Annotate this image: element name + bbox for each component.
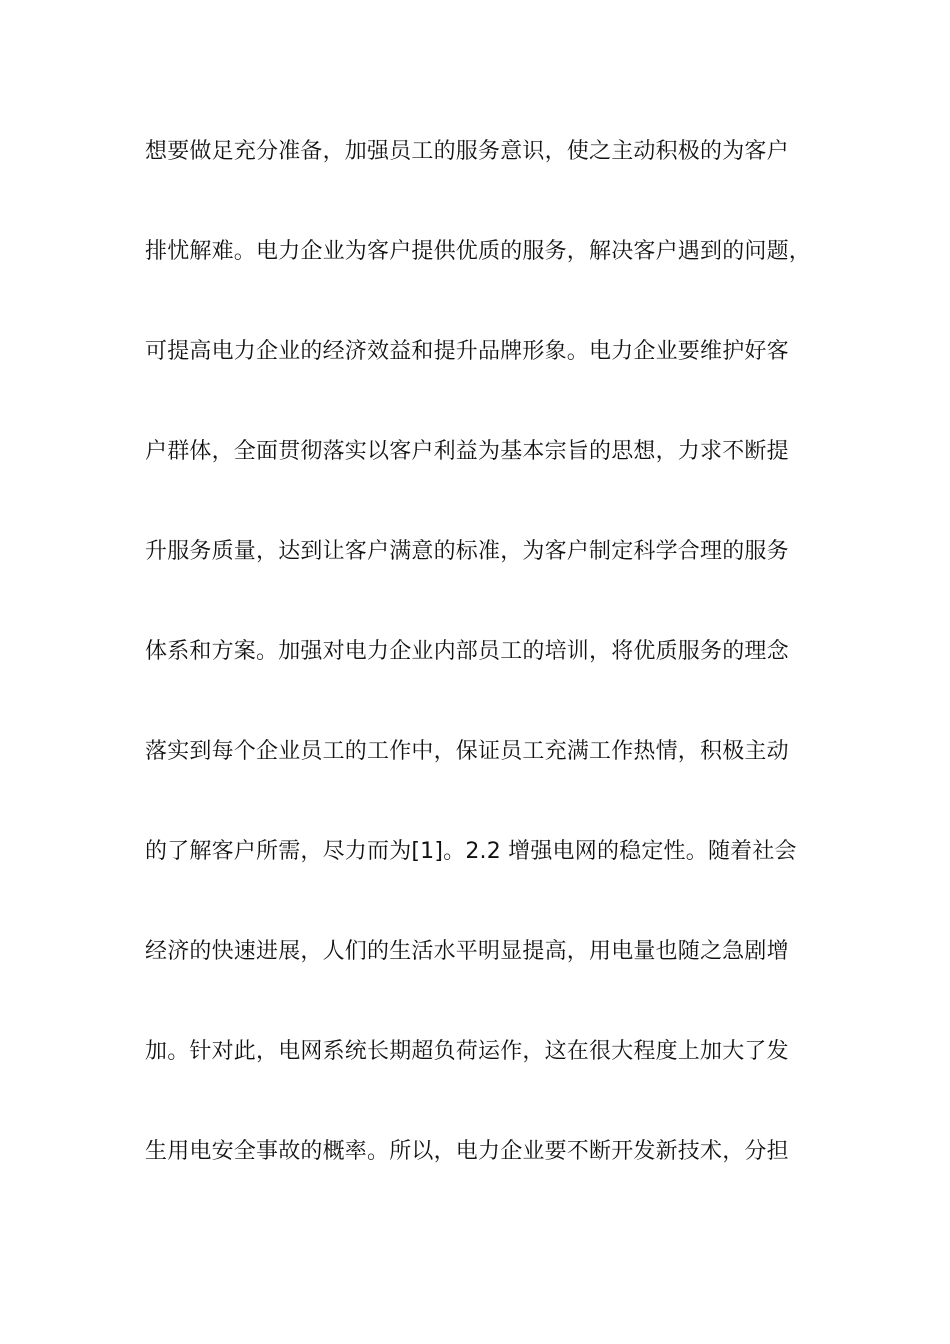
text-line: 升服务质量，达到让客户满意的标准，为客户制定科学合理的服务 [145, 539, 789, 564]
text-line: 想要做足充分准备，加强员工的服务意识，使之主动积极的为客户 [145, 139, 789, 164]
text-line: 的了解客户所需，尽力而为[1]。2.2 增强电网的稳定性。随着社会 [145, 839, 797, 864]
text-line: 经济的快速进展，人们的生活水平明显提高，用电量也随之急剧增 [145, 939, 789, 964]
body-paragraph [145, 128, 835, 1228]
text-line: 排忧解难。电力企业为客户提供优质的服务，解决客户遇到的问题， [145, 239, 812, 264]
text-line: 落实到每个企业员工的工作中，保证员工充满工作热情，积极主动 [145, 739, 789, 764]
text-line: 体系和方案。加强对电力企业内部员工的培训，将优质服务的理念 [145, 639, 789, 664]
text-line: 可提高电力企业的经济效益和提升品牌形象。电力企业要维护好客 [145, 339, 789, 364]
text-line: 生用电安全事故的概率。所以，电力企业要不断开发新技术，分担 [145, 1139, 789, 1164]
text-line: 加。针对此，电网系统长期超负荷运作，这在很大程度上加大了发 [145, 1039, 789, 1064]
text-line: 户群体，全面贯彻落实以客户利益为基本宗旨的思想，力求不断提 [145, 439, 789, 464]
